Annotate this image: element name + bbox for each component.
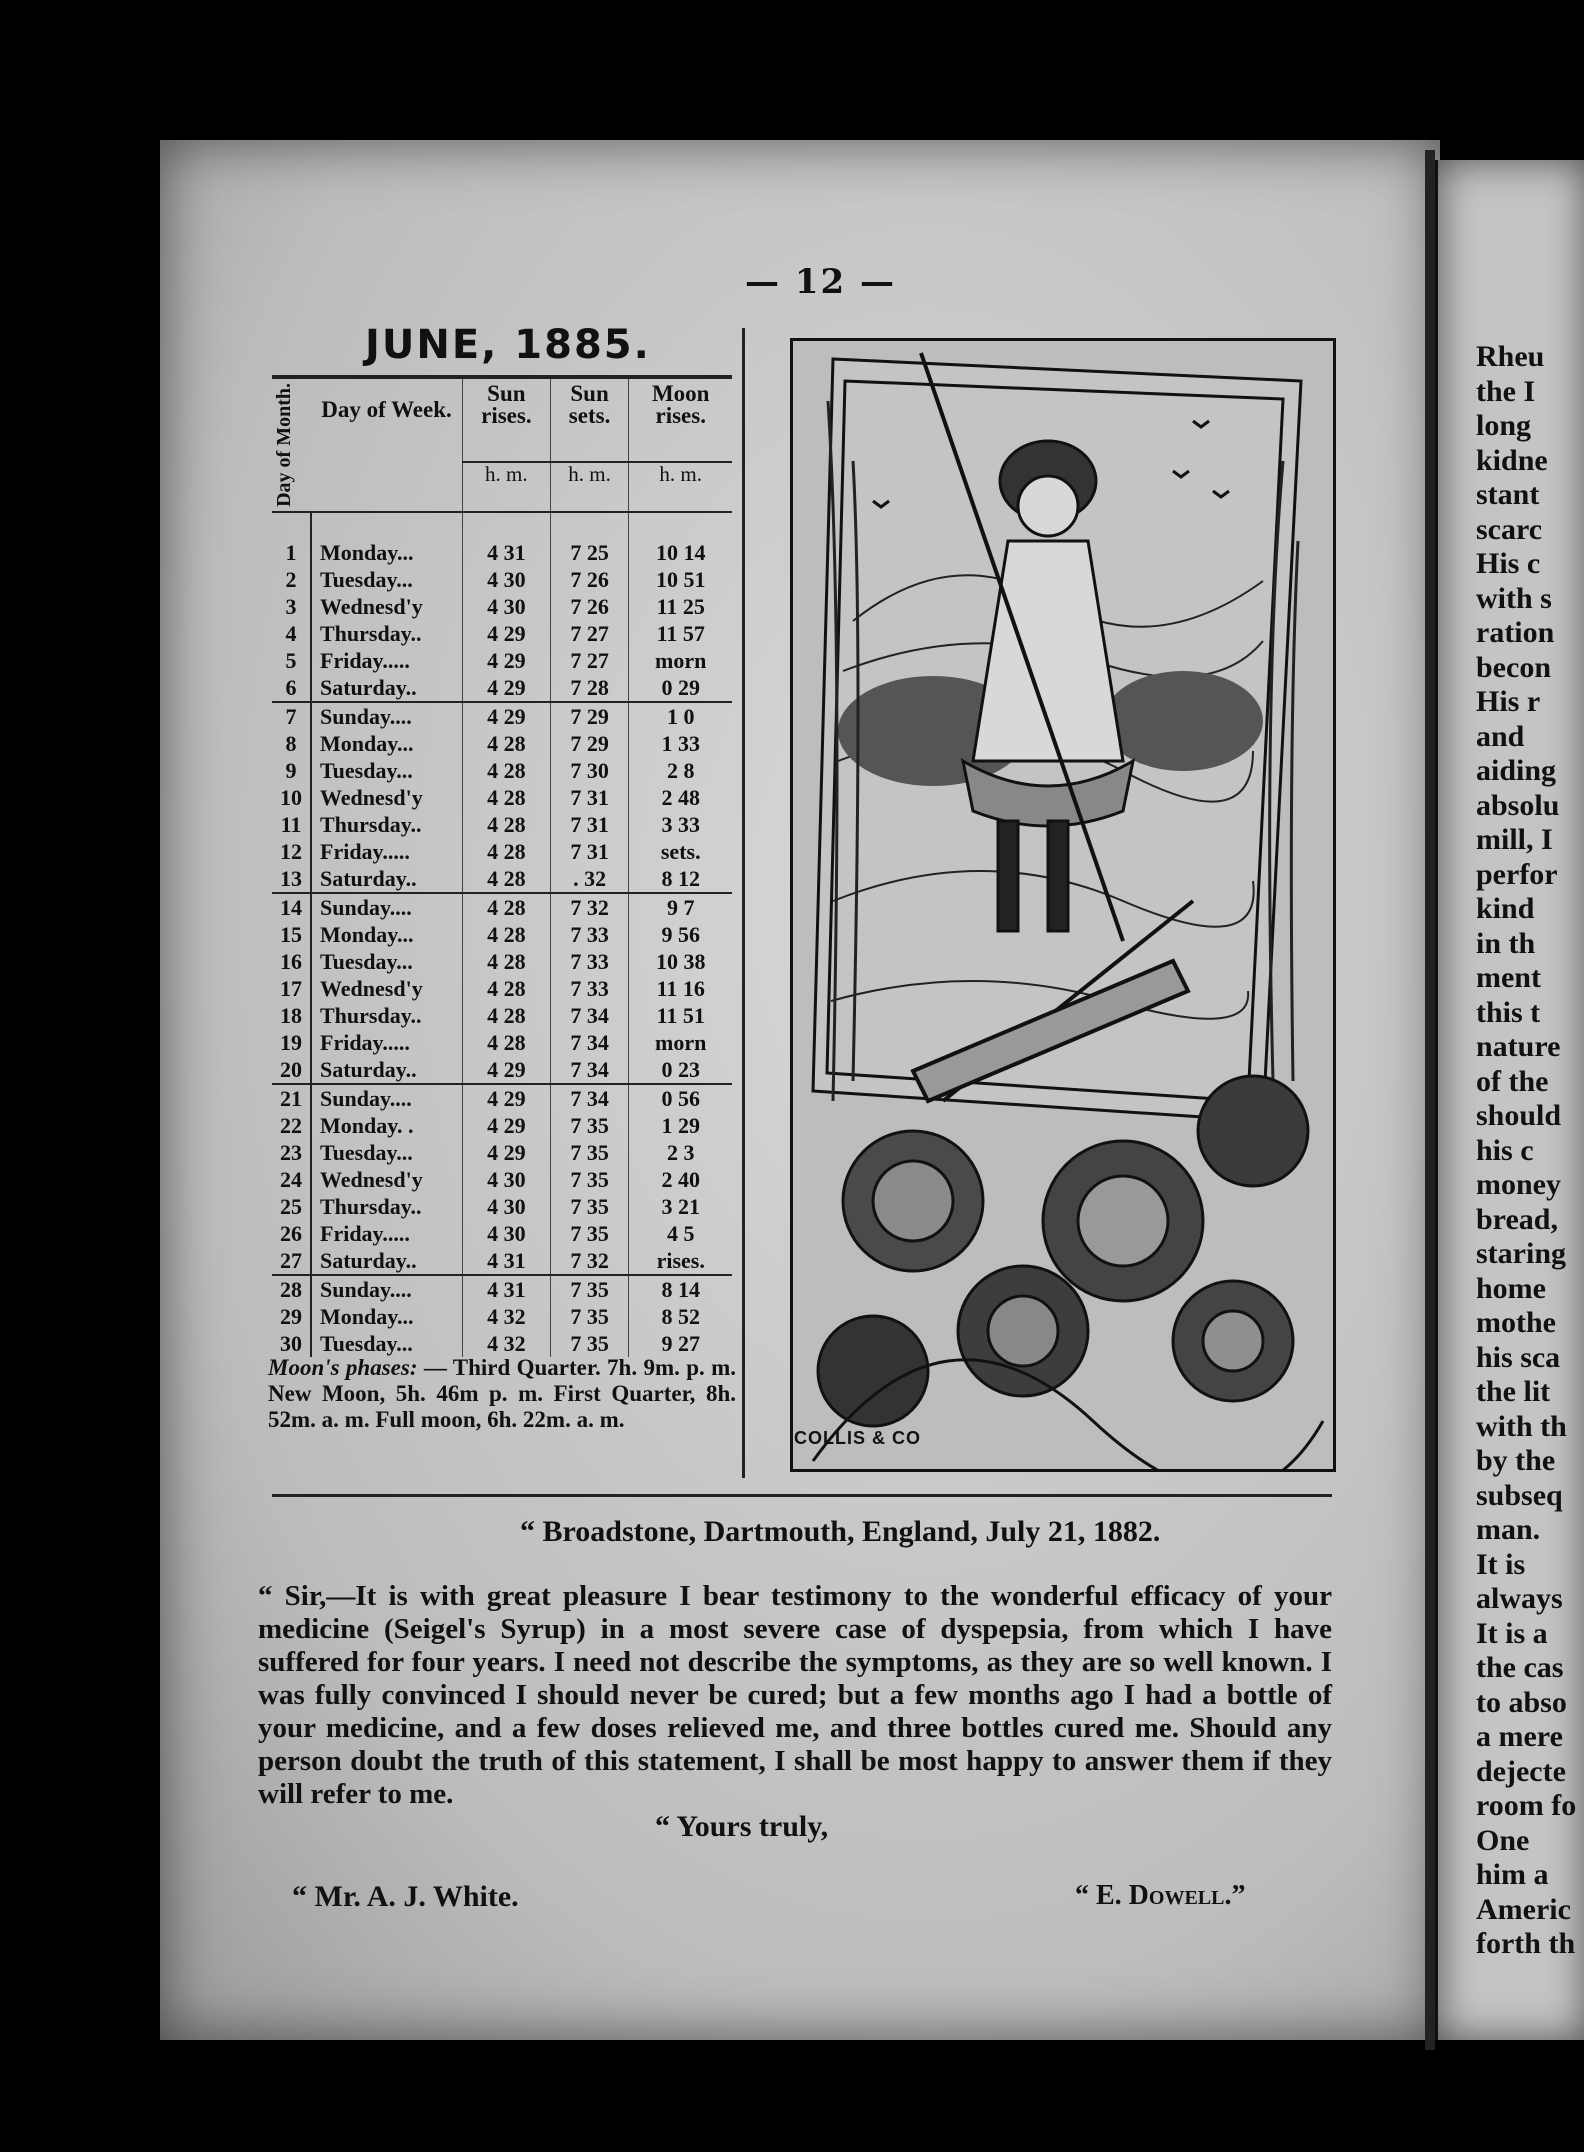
sun-set-cell: 7 31 (550, 784, 629, 811)
day-of-month-cell: 9 (272, 757, 311, 784)
calendar-row (272, 784, 732, 811)
day-of-week-cell: Tuesday... (320, 1139, 413, 1165)
day-of-week-cell: Sunday.... (320, 894, 412, 920)
sun-set-cell: 7 33 (550, 975, 629, 1002)
day-of-month-cell: 23 (272, 1139, 311, 1166)
sun-set-cell: 7 28 (550, 674, 629, 702)
calendar-row (272, 647, 732, 674)
day-of-week-cell: Monday... (320, 921, 414, 947)
sun-rise-cell: 4 28 (463, 893, 551, 921)
letter-addressee: “ Mr. A. J. White. (292, 1880, 519, 1913)
day-of-month-cell: 11 (272, 811, 311, 838)
day-of-month-cell: 3 (272, 593, 311, 620)
unit-label: h. m. (463, 462, 551, 512)
day-of-month-cell: 13 (272, 865, 311, 893)
engraver-credit: COLLIS & CO (794, 1428, 921, 1448)
day-of-week-cell: Monday... (320, 539, 414, 565)
sun-set-cell: 7 34 (550, 1029, 629, 1056)
right-column-line: kind (1476, 892, 1535, 925)
day-of-week-cell: Monday... (320, 730, 414, 756)
day-of-month-cell: 7 (272, 702, 311, 730)
right-column-line: always (1476, 1582, 1563, 1615)
sun-set-cell: 7 35 (550, 1166, 629, 1193)
day-of-week-cell: Thursday.. (320, 620, 422, 646)
sun-set-cell: 7 33 (550, 948, 629, 975)
moon-phases (268, 1355, 736, 1433)
sun-rise-cell: 4 32 (463, 1303, 551, 1330)
right-column-line: his sca (1476, 1340, 1561, 1374)
day-of-week-cell: Wednesd'y (320, 593, 423, 619)
calendar-row (272, 730, 732, 757)
calendar-row (272, 948, 732, 975)
right-column-line: this t (1476, 995, 1541, 1029)
sun-rise-cell: 4 28 (463, 811, 551, 838)
right-column-line: nature (1476, 1030, 1561, 1063)
day-of-week-cell: Saturday.. (311, 674, 463, 702)
header-sun-sets: Sun sets. (550, 377, 629, 462)
calendar-row (272, 893, 732, 921)
calendar-row (272, 1220, 732, 1247)
right-column-line: His r (1476, 685, 1541, 718)
right-column-line: kidne (1476, 443, 1548, 477)
calendar-row (272, 620, 732, 647)
day-of-week-cell: Friday..... (320, 1029, 410, 1055)
day-of-week-cell: Tuesday... (320, 757, 413, 783)
right-column-line: bread, (1476, 1202, 1558, 1236)
right-column-line: perfor (1476, 857, 1558, 891)
calendar-row (272, 865, 732, 893)
moon-rise-cell: 0 56 (629, 1084, 732, 1112)
day-of-week-cell: Friday..... (320, 647, 410, 673)
calendar-row (272, 1166, 732, 1193)
sun-set-cell: 7 27 (550, 647, 629, 674)
day-of-month-cell: 6 (272, 674, 311, 702)
right-column-line: of the (1476, 1064, 1549, 1098)
unit-label: h. m. (629, 462, 732, 512)
right-column-line: room fo (1476, 1789, 1577, 1822)
day-of-month-cell: 2 (272, 566, 311, 593)
moon-rise-cell: 8 12 (629, 865, 732, 893)
right-column-line: home (1476, 1271, 1546, 1305)
sun-set-cell: 7 35 (550, 1112, 629, 1139)
right-column-line: dejecte (1476, 1754, 1566, 1788)
day-of-week-cell: Sunday.... (320, 703, 412, 729)
sun-set-cell: 7 27 (550, 620, 629, 647)
sun-set-cell: 7 31 (550, 811, 629, 838)
right-column-line: the lit (1476, 1375, 1551, 1408)
moon-phases-label: Moon's phases: (268, 1355, 418, 1380)
sun-rise-cell: 4 29 (463, 1056, 551, 1084)
sun-rise-cell: 4 31 (463, 1247, 551, 1275)
unit-label: h. m. (550, 462, 629, 512)
sun-set-cell: 7 25 (550, 512, 629, 566)
calendar-row (272, 1275, 732, 1303)
sun-rise-cell: 4 29 (463, 1084, 551, 1112)
sun-rise-cell: 4 29 (463, 1112, 551, 1139)
calendar-row (272, 674, 732, 702)
right-column-line: absolu (1476, 788, 1560, 822)
right-column-line: should (1476, 1099, 1562, 1132)
calendar-row (272, 921, 732, 948)
moon-rise-cell: 11 16 (629, 975, 732, 1002)
calendar-title: JUNE, 1885. (365, 322, 651, 368)
calendar-row (272, 1303, 732, 1330)
day-of-week-cell: Wednesd'y (320, 784, 423, 810)
moon-rise-cell: 2 40 (629, 1166, 732, 1193)
day-of-week-cell: Saturday.. (311, 1247, 463, 1275)
sun-set-cell: . 32 (550, 865, 629, 893)
day-of-week-cell: Saturday.. (311, 1056, 463, 1084)
day-of-week-cell: Monday. . (320, 1112, 414, 1138)
right-column-line: staring (1476, 1237, 1566, 1270)
sun-rise-cell: 4 29 (463, 620, 551, 647)
moon-rise-cell: morn (629, 647, 732, 674)
day-of-week-cell: Monday... (320, 1303, 414, 1329)
calendar-row (272, 838, 732, 865)
right-column-line: and (1476, 719, 1525, 753)
moon-rise-cell: 11 25 (629, 593, 732, 620)
calendar-row (272, 757, 732, 784)
sun-rise-cell: 4 30 (463, 593, 551, 620)
sun-rise-cell: 4 29 (463, 1139, 551, 1166)
right-column-line: forth th (1476, 1927, 1576, 1960)
day-of-month-cell: 28 (272, 1275, 311, 1303)
calendar-row (272, 1056, 732, 1084)
day-of-month-cell: 25 (272, 1193, 311, 1220)
day-of-month-cell: 19 (272, 1029, 311, 1056)
header-sun-rises: Sun rises. (463, 377, 551, 462)
engraving-girl-with-rake (790, 338, 1336, 1472)
sun-set-cell: 7 32 (550, 893, 629, 921)
moon-rise-cell: 0 29 (629, 674, 732, 702)
moon-rise-cell: 1 29 (629, 1112, 732, 1139)
sun-rise-cell: 4 29 (463, 702, 551, 730)
calendar-row (272, 566, 732, 593)
moon-rise-cell: 9 56 (629, 921, 732, 948)
moon-rise-cell: 2 8 (629, 757, 732, 784)
sun-rise-cell: 4 30 (463, 1193, 551, 1220)
calendar-row (272, 1029, 732, 1056)
day-of-week-cell: Thursday.. (320, 1002, 422, 1028)
sun-set-cell: 7 32 (550, 1247, 629, 1275)
moon-rise-cell: 11 57 (629, 620, 732, 647)
right-column-line: his c (1476, 1133, 1534, 1167)
moon-rise-cell: 8 52 (629, 1303, 732, 1330)
page-gutter (1425, 150, 1435, 2050)
moon-rise-cell: 3 21 (629, 1193, 732, 1220)
moon-rise-cell: sets. (629, 838, 732, 865)
moon-rise-cell: 9 27 (629, 1330, 732, 1357)
right-column-line: by the (1476, 1444, 1556, 1477)
moon-phases-text: — Third Quarter. 7h. 9m. p. m. New Moon, 5h. 46m p. m. First Quarter, 8h. 52m. a. m. Full moon, 6h. 22m. a. m. (268, 1355, 736, 1432)
sun-rise-cell: 4 28 (463, 921, 551, 948)
sun-set-cell: 7 26 (550, 593, 629, 620)
sun-rise-cell: 4 28 (463, 1002, 551, 1029)
calendar-row (272, 593, 732, 620)
right-column-line: scarc (1476, 512, 1543, 546)
day-of-month-cell: 14 (272, 893, 311, 921)
sun-rise-cell: 4 28 (463, 948, 551, 975)
sun-set-cell: 7 29 (550, 702, 629, 730)
day-of-month-cell: 20 (272, 1056, 311, 1084)
calendar-row (272, 1193, 732, 1220)
right-column-line: with s (1476, 581, 1552, 615)
almanac-table (272, 375, 732, 1357)
letter-signature: “ E. Dowell.” (1075, 1880, 1246, 1911)
moon-rise-cell: 4 5 (629, 1220, 732, 1247)
sun-set-cell: 7 33 (550, 921, 629, 948)
sun-set-cell: 7 34 (550, 1084, 629, 1112)
right-column-line: becon (1476, 650, 1551, 684)
calendar-row (272, 1139, 732, 1166)
right-column-line: aiding (1476, 754, 1557, 787)
moon-rise-cell: 10 51 (629, 566, 732, 593)
header-day-of-week: Day of Week. (311, 377, 463, 512)
day-of-week-cell: Friday..... (320, 838, 410, 864)
right-column-line: a mere (1476, 1720, 1563, 1753)
right-column-line: with th (1476, 1409, 1567, 1443)
sun-set-cell: 7 30 (550, 757, 629, 784)
day-of-month-cell: 21 (272, 1084, 311, 1112)
day-of-month-cell: 16 (272, 948, 311, 975)
sun-rise-cell: 4 30 (463, 1166, 551, 1193)
right-column-line: mill, I (1476, 823, 1553, 856)
right-column-line: Rheu (1476, 340, 1545, 373)
sun-rise-cell: 4 31 (463, 512, 551, 566)
day-of-week-cell: Saturday.. (311, 865, 463, 893)
letter-heading: “ Broadstone, Dartmouth, England, July 21, 1882. (520, 1515, 1161, 1548)
right-column-line: the I (1476, 374, 1536, 408)
calendar-row (272, 512, 732, 566)
calendar-row (272, 1330, 732, 1357)
letter-closing: “ Yours truly, (655, 1810, 829, 1843)
moon-rise-cell: 2 3 (629, 1139, 732, 1166)
moon-rise-cell: 2 48 (629, 784, 732, 811)
right-column-line: in th (1476, 926, 1536, 960)
column-divider (742, 328, 745, 1478)
day-of-month-cell: 18 (272, 1002, 311, 1029)
sun-rise-cell: 4 28 (463, 730, 551, 757)
right-column-line: ration (1476, 616, 1555, 649)
day-of-month-cell: 4 (272, 620, 311, 647)
moon-rise-cell: 9 7 (629, 893, 732, 921)
right-column-line: the cas (1476, 1651, 1564, 1684)
sun-rise-cell: 4 32 (463, 1330, 551, 1357)
right-column-line: ment (1476, 961, 1541, 994)
day-of-week-cell: Sunday.... (320, 1276, 412, 1302)
day-of-month-cell: 30 (272, 1330, 311, 1357)
right-column-line: money (1476, 1168, 1561, 1201)
day-of-month-cell: 26 (272, 1220, 311, 1247)
right-column-line: One (1476, 1823, 1530, 1857)
moon-rise-cell: 0 23 (629, 1056, 732, 1084)
right-column-line: subseq (1476, 1478, 1563, 1512)
almanac-body (272, 512, 732, 1357)
header-day-of-month: Day of Month. (272, 377, 311, 512)
day-of-month-cell: 15 (272, 921, 311, 948)
day-of-week-cell: Wednesd'y (320, 975, 423, 1001)
calendar-row (272, 1112, 732, 1139)
day-of-month-cell: 1 (272, 512, 311, 566)
day-of-week-cell: Thursday.. (320, 1193, 422, 1219)
day-of-week-cell: Thursday.. (320, 811, 422, 837)
moon-rise-cell: 10 14 (629, 512, 732, 566)
sun-rise-cell: 4 28 (463, 784, 551, 811)
sun-rise-cell: 4 28 (463, 865, 551, 893)
right-column-line: His c (1476, 547, 1541, 580)
letter-body: “ Sir,—It is with great pleasure I bear testimony to the wonderful efficacy of your medicine (Seigel's Syrup) in a most severe case of dyspepsia, from which I have suffered for four years. I need not describe the symptoms, as they are so well known. I was fully convinced I should never be cured; but a few months ago I had a bottle of your medicine, and a few doses relieved me, and three bottles cured me. Should any person doubt the truth of this statement, I shall be most happy to answer them if they will refer to me. (258, 1580, 1332, 1810)
sun-set-cell: 7 35 (550, 1193, 629, 1220)
calendar-row (272, 811, 732, 838)
right-column-line: It is (1476, 1547, 1526, 1581)
day-of-month-cell: 5 (272, 647, 311, 674)
calendar-row (272, 1002, 732, 1029)
moon-rise-cell: 10 38 (629, 948, 732, 975)
right-column-line: long (1476, 409, 1532, 442)
day-of-month-cell: 8 (272, 730, 311, 757)
sun-rise-cell: 4 28 (463, 757, 551, 784)
day-of-month-cell: 17 (272, 975, 311, 1002)
right-column-line: stant (1476, 478, 1540, 511)
sun-set-cell: 7 35 (550, 1139, 629, 1166)
sun-rise-cell: 4 28 (463, 1029, 551, 1056)
day-of-month-cell: 10 (272, 784, 311, 811)
sun-set-cell: 7 35 (550, 1303, 629, 1330)
moon-rise-cell: 8 14 (629, 1275, 732, 1303)
moon-rise-cell: 1 33 (629, 730, 732, 757)
day-of-week-cell: Friday..... (320, 1220, 410, 1246)
day-of-month-cell: 22 (272, 1112, 311, 1139)
calendar-row (272, 1084, 732, 1112)
right-column-line: It is a (1476, 1616, 1548, 1650)
sun-rise-cell: 4 29 (463, 674, 551, 702)
sun-rise-cell: 4 28 (463, 838, 551, 865)
day-of-week-cell: Tuesday... (320, 566, 413, 592)
day-of-month-cell: 12 (272, 838, 311, 865)
sun-rise-cell: 4 31 (463, 1275, 551, 1303)
sun-rise-cell: 4 28 (463, 975, 551, 1002)
day-of-week-cell: Wednesd'y (320, 1166, 423, 1192)
sun-set-cell: 7 34 (550, 1056, 629, 1084)
right-column-line: to abso (1476, 1685, 1567, 1719)
calendar-row (272, 702, 732, 730)
page-number: — 12 — (745, 262, 896, 302)
sun-set-cell: 7 35 (550, 1220, 629, 1247)
moon-rise-cell: 1 0 (629, 702, 732, 730)
section-rule (272, 1494, 1332, 1497)
header-moon-rises: Moon rises. (629, 377, 732, 462)
day-of-month-cell: 27 (272, 1247, 311, 1275)
right-column-line: man. (1476, 1513, 1541, 1546)
sun-set-cell: 7 35 (550, 1275, 629, 1303)
moon-rise-cell: 3 33 (629, 811, 732, 838)
day-of-week-cell: Tuesday... (320, 948, 413, 974)
day-of-month-cell: 29 (272, 1303, 311, 1330)
sun-set-cell: 7 26 (550, 566, 629, 593)
sun-set-cell: 7 31 (550, 838, 629, 865)
right-column-line: mothe (1476, 1306, 1556, 1339)
moon-rise-cell: 11 51 (629, 1002, 732, 1029)
sun-set-cell: 7 34 (550, 1002, 629, 1029)
sun-set-cell: 7 35 (550, 1330, 629, 1357)
calendar-row (272, 1247, 732, 1275)
day-of-week-cell: Sunday.... (320, 1085, 412, 1111)
right-column-line: Americ (1476, 1892, 1571, 1926)
calendar-row (272, 975, 732, 1002)
sun-set-cell: 7 29 (550, 730, 629, 757)
right-page-text-column (1476, 340, 1576, 1962)
day-of-month-cell: 24 (272, 1166, 311, 1193)
right-column-line: him a (1476, 1858, 1549, 1891)
moon-rise-cell: morn (629, 1029, 732, 1056)
sun-rise-cell: 4 29 (463, 647, 551, 674)
sun-rise-cell: 4 30 (463, 1220, 551, 1247)
day-of-week-cell: Tuesday... (320, 1330, 413, 1356)
moon-rise-cell: rises. (629, 1247, 732, 1275)
sun-rise-cell: 4 30 (463, 566, 551, 593)
